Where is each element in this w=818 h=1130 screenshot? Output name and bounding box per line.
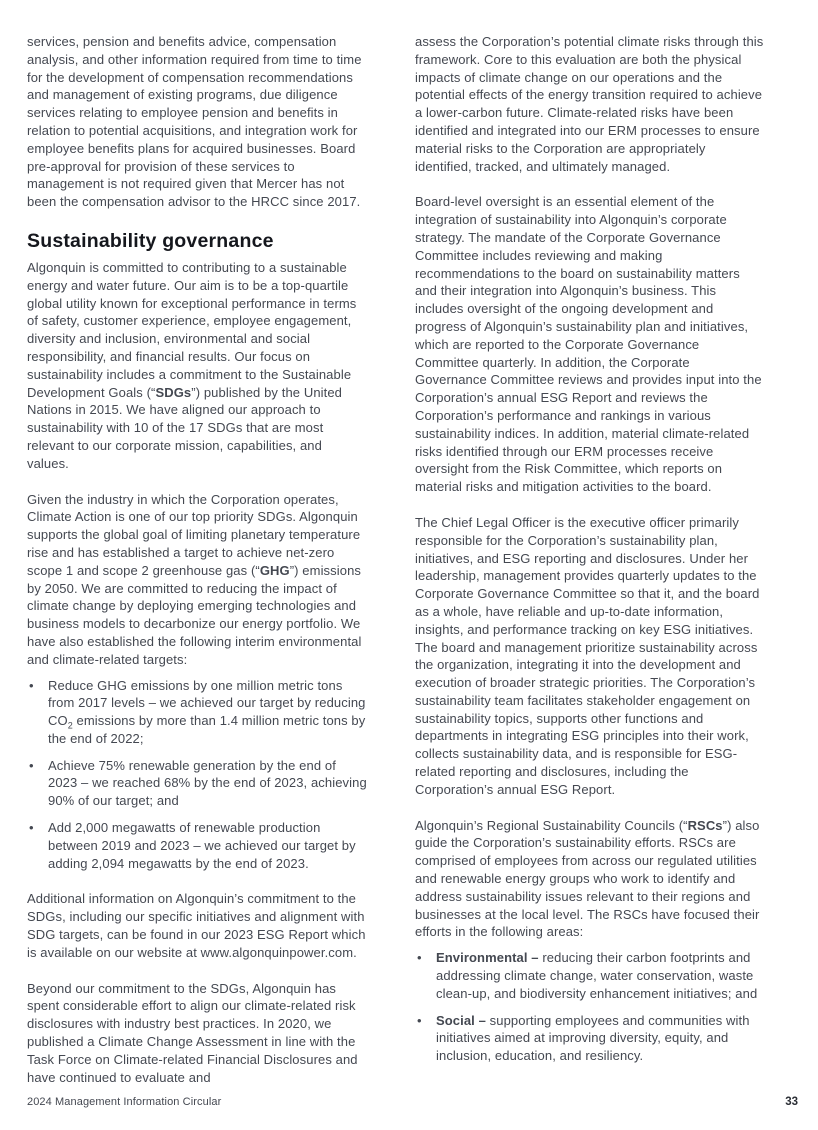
paragraph-sustainability-commitment: Algonquin is committed to contributing to a sustainable energy and water future. Our aim is to be a top-quartile global utility known for exceptional performance in terms of safety, customer experience, employee engagement, diversity and inclusion, environmental and social responsibility, and financial results. Our focus on sustainability includes a commitment to the Sustainable Development Goals (“SDGs”) published by the United Nations in 2015. We have aligned our approach to sustainability with 10 of the 17 SDGs that are most relevant to our corporate mission, capabilities, and values.: [27, 259, 357, 471]
bullet-icon: •: [417, 1012, 422, 1028]
paragraph-additional-information: Additional information on Algonquin’s commitment to the SDGs, including our specific initiatives and alignment with SDG targets, can be found in our 2023 ESG Report which is available on our website at www.algonquinpower.com.: [27, 891, 366, 960]
footer-document-title: 2024 Management Information Circular: [27, 1096, 222, 1108]
paragraph-climate-risk-framework: assess the Corporation’s potential climate risks through this framework. Core to this evaluation are both the physical impacts of climate change on our operations and the potential effects of the energy transition required to achieve a lower-carbon future. Climate-related risks have been identified and integrated into our ERM processes to ensure material risks to the Corporation are appropriately identified, tracked, and ultimately managed.: [415, 34, 764, 174]
focus-areas-list: [415, 949, 765, 1065]
list-item-ghg-target: [27, 677, 367, 748]
list-item-text: Social – supporting employees and communities with initiatives aimed at improving diversity, equity, and inclusion, education, and resiliency.: [436, 1012, 750, 1064]
list-item-social: [415, 1012, 765, 1065]
list-item-text: Achieve 75% renewable generation by the end of 2023 – we reached 68% by the end of 2023, achieving 90% of our target; and: [48, 757, 367, 809]
list-item-environmental: [415, 949, 765, 1002]
paragraph-chief-legal-officer: The Chief Legal Officer is the executive officer primarily responsible for the Corporation’s sustainability plan, initiatives, and ESG reporting and disclosures. Under her leadership, management provides quarterly updates to the Corporate Governance Committee so that it, and the board as a whole, have reliable and up-to-date information, insights, and performance tracking on key ESG initiatives. The board and management prioritize sustainability across the organization, integrating it into the development and execution of broader strategic priorities. The Corporation’s sustainability team facilitates stakeholder engagement on sustainability topics, supports other functions and departments in integrating ESG principles into their work, collects sustainability data, and is responsible for ESG-related reporting and disclosures, including the Corporation’s annual ESG Report.: [415, 514, 760, 797]
paragraph-climate-disclosures: Beyond our commitment to the SDGs, Algonquin has spent considerable effort to align our climate-related risk disclosures with industry best practices. In 2020, we published a Climate Change Assessment in line with the Task Force on Climate-related Financial Disclosures and have continued to evaluate and: [27, 980, 358, 1085]
bullet-icon: •: [29, 757, 34, 773]
paragraph-board-oversight: Board-level oversight is an essential element of the integration of sustainability into Algonquin’s corporate strategy. The mandate of the Corporate Governance Committee includes reviewing and making recommendations to the board on sustainability matters and their integration into Algonquin’s business. This includes oversight of the ongoing development and progress of Algonquin’s sustainability plan and initiatives, which are reported to the Corporate Governance Committee quarterly. In addition, the Corporate Governance Committee reviews and provides input into the Corporation’s annual ESG Report and reviews the Corporation’s performance and rankings in various sustainability indices. In addition, material climate-related risks identified through our ERM processes receive oversight from the Risk Committee, which reports on material risks and mitigation activities to the board.: [415, 194, 762, 495]
list-item-megawatts-target: [27, 819, 367, 872]
list-item-renewable-generation-target: [27, 757, 367, 810]
bullet-icon: •: [29, 677, 34, 693]
paragraph-regional-sustainability-councils: Algonquin’s Regional Sustainability Councils (“RSCs”) also guide the Corporation’s sustainability efforts. RSCs are comprised of employees from across our regulated utilities and renewable energy groups who work to identify and address sustainability issues relevant to their regions and businesses at the local level. The RSCs have focused their efforts in the following areas:: [415, 817, 760, 940]
right-column: [415, 33, 765, 1104]
list-item-text: Environmental – reducing their carbon footprints and addressing climate change, water conservation, waste clean-up, and biodiversity enhancement initiatives; and: [436, 950, 758, 1001]
list-item-text: Reduce GHG emissions by one million metric tons from 2017 levels – we achieved our target by reducing $CO_2$ emissions by more than 1.4 million metric tons by the end of 2022;: [48, 677, 366, 746]
bullet-icon: •: [417, 950, 422, 966]
bullet-icon: •: [29, 820, 34, 836]
section-heading-sustainability-governance: Sustainability governance: [27, 229, 274, 252]
paragraph-climate-targets-intro: Given the industry in which the Corporation operates, Climate Action is one of our top priority SDGs. Algonquin supports the global goal of limiting planetary temperature rise and has established a target to achieve net-zero scope 1 and scope 2 greenhouse gas (“GHG”) emissions by 2050. We are committed to reducing the impact of climate change by deploying emerging technologies and business models to decarbonize our energy portfolio. We have also established the following interim environmental and climate-related targets:: [27, 491, 362, 667]
targets-list: [27, 677, 367, 873]
page-number: 33: [785, 1096, 798, 1108]
list-item-text: Add 2,000 megawatts of renewable production between 2019 and 2023 – we achieved our target by adding 2,094 megawatts by the end of 2023.: [48, 820, 356, 871]
page-footer: [27, 1096, 798, 1108]
left-column: [27, 33, 367, 1104]
paragraph-compensation-services: services, pension and benefits advice, compensation analysis, and other information required from time to time for the development of compensation recommendations and management of existing programs, due diligence services relating to employee pension and benefits in relation to potential acquisitions, and integration work for employee benefits plans for acquired businesses. Board pre-approval for provision of these services to management is not required given that Mercer has not been the compensation advisor to the HRCC since 2017.: [27, 34, 362, 210]
